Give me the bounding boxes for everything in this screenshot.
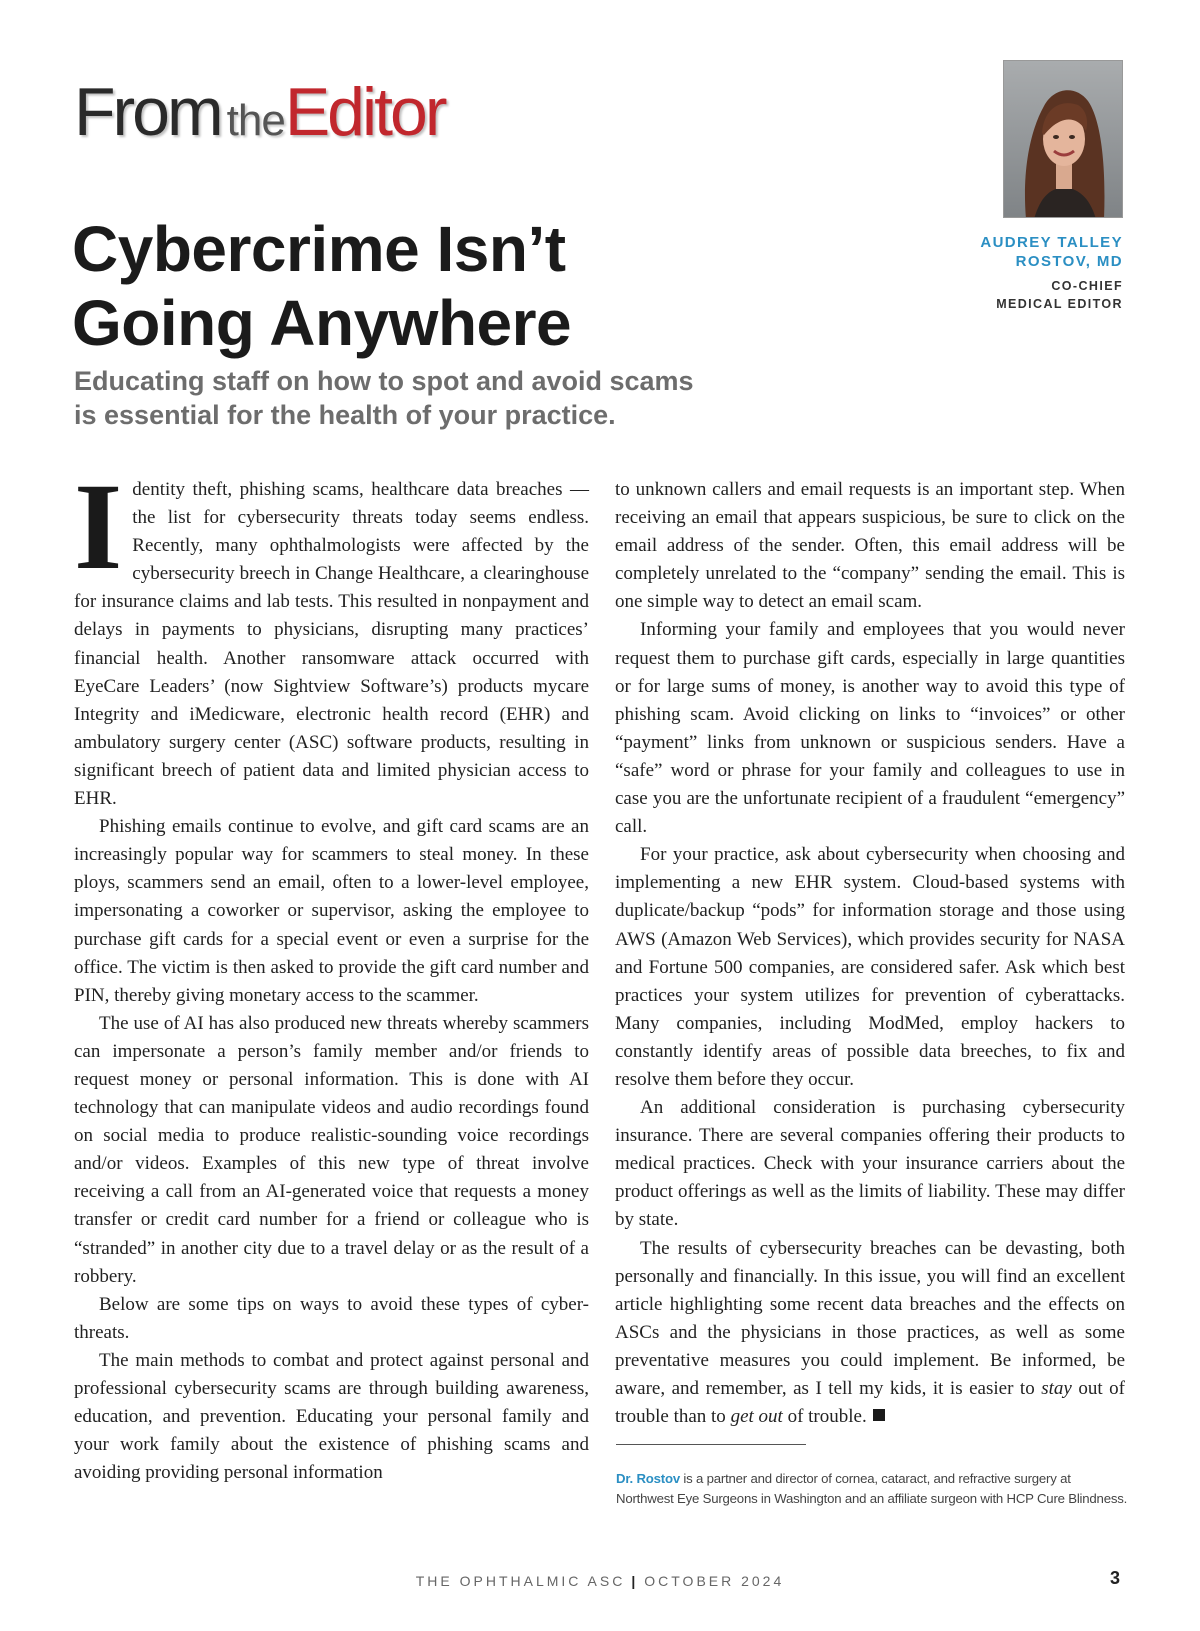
paragraph-10-stay: stay xyxy=(1041,1378,1072,1399)
bio-divider xyxy=(616,1444,806,1445)
body-paragraph-6: to unknown callers and email requests is an important step. When receiving an email that appears suspicious, be sure to click on the email address of the sender. Often, this email address will be completely unrelated to the “company” sending the email. This is one simple way to detect an email scam. xyxy=(615,479,1125,613)
bio-name: Dr. Rostov xyxy=(616,1471,680,1486)
headline-line-1: Cybercrime Isn’t xyxy=(72,213,566,285)
body-column-right xyxy=(615,476,1125,1431)
body-paragraph-4: Below are some tips on ways to avoid these types of cyber-threats. xyxy=(74,1293,589,1343)
author-photo xyxy=(1003,60,1123,218)
headline-line-2: Going Anywhere xyxy=(72,287,572,359)
footer-publication: THE OPHTHALMIC ASC xyxy=(415,1573,626,1589)
paragraph-10-text-a: The results of cybersecurity breaches can be devasting, both personally and financially. In this issue, you will find an excellent article highlighting some recent data breaches and the effects on ASCs and the physicians in those practices, as well as some preventative measures you could implement. Be informed, be aware, and remember, as I tell my kids, it is easier to xyxy=(615,1237,1125,1399)
author-name-line-2: ROSTOV, MD xyxy=(1015,253,1123,270)
deck-line-2: is essential for the health of your practice. xyxy=(74,400,616,430)
section-masthead xyxy=(74,74,445,150)
drop-cap: I xyxy=(74,458,123,595)
footer-separator: | xyxy=(631,1573,639,1589)
end-mark-icon xyxy=(873,1409,885,1421)
paragraph-1-text: dentity theft, phishing scams, healthcare data breaches — the list for cybersecurity threats today seems endless. Recently, many ophthalmologists were affected by the cybersecurity breech in Change Healthcare, a clearinghouse for insurance claims and lab tests. This resulted in nonpayment and delays in payments to physicians, disrupting many practices’ financial health. Another ransomware attack occurred with EyeCare Leaders’ (now Sightview Software’s) products mycare Integrity and iMedicware, electronic health record (EHR) and ambulatory surgery center (ASC) software products, resulting in significant breech of patient data and limited physician access to EHR. xyxy=(74,479,589,810)
author-bio xyxy=(616,1469,1131,1509)
body-paragraph-9: An additional consideration is purchasing cybersecurity insurance. There are several companies offering their products to medical practices. Check with your insurance carriers about the product offerings as well as the limits of liability. These may differ by state. xyxy=(615,1097,1125,1231)
body-paragraph-2: Phishing emails continue to evolve, and gift card scams are an increasingly popular way for scammers to steal money. In these ploys, scammers send an email, often to a lower-level employee, impersonating a coworker or supervisor, asking the employee to purchase gift cards for a special event or even a surprise for the office. The victim is then asked to provide the gift card number and PIN, thereby giving monetary access to the scammer. xyxy=(74,816,589,1006)
body-paragraph-3: The use of AI has also produced new threats whereby scammers can impersonate a person’s family member and/or friends to request money or personal information. This is done with AI technology that can manipulate videos and audio recordings found on social media to produce realistic-sounding voice recordings and/or videos. Examples of this new type of threat involve receiving a call from an AI-generated voice that requests a money transfer or credit card number for a friend or colleague who is “stranded” in another city due to a travel delay or as the result of a robbery. xyxy=(74,1012,589,1287)
body-paragraph-5: The main methods to combat and protect against personal and professional cybersecurity scams are through building awareness, education, and prevention. Educating your personal family and your work family about the existence of phishing scams and avoiding providing personal information xyxy=(74,1349,589,1484)
author-title-line-1: CO-CHIEF xyxy=(1051,279,1123,293)
article-deck xyxy=(74,364,754,432)
body-paragraph-7: Informing your family and employees that you would never request them to purchase gift cards, especially in large quantities or for large sums of money, is another way to avoid this type of phishing scam. Avoid clicking on links to “invoices” or other “payment” links from unknown or suspicious senders. Have a “safe” word or phrase for your family and colleagues to use in case you are the unfortunate recipient of a fraudulent “emergency” call. xyxy=(615,619,1125,838)
body-paragraph-1 xyxy=(74,458,589,813)
article-headline xyxy=(72,212,571,360)
deck-line-1: Educating staff on how to spot and avoid scams xyxy=(74,366,694,396)
footer-date: OCTOBER 2024 xyxy=(644,1573,785,1589)
masthead-from: From xyxy=(74,74,221,150)
paragraph-10-text-c: of trouble. xyxy=(782,1406,867,1428)
bio-text: is a partner and director of cornea, cataract, and refractive surgery at Northwest Eye Surgeons in Washington and an affiliate surgeon with HCP Cure Blindness. xyxy=(616,1471,1128,1506)
body-paragraph-8: For your practice, ask about cybersecurity when choosing and implementing a new EHR system. Cloud-based systems with duplicate/backup “pods” for information storage and those using AWS (Amazon Web Services), which provides security for NASA and Fortune 500 companies, are considered safer. Ask which best practices your system utilizes for prevention of cyberattacks. Many companies, including ModMed, employ hackers to constantly identify areas of possible data breeches, to fix and resolve them before they occur. xyxy=(615,844,1125,1090)
page-number: 3 xyxy=(1110,1568,1121,1588)
author-name-line-1: AUDREY TALLEY xyxy=(980,234,1123,251)
body-paragraph-10 xyxy=(615,1235,1125,1432)
masthead-the: the xyxy=(226,96,285,145)
masthead-editor: Editor xyxy=(284,74,445,150)
page-footer xyxy=(0,1573,1200,1589)
body-column-left xyxy=(74,458,589,1487)
paragraph-10-get-out: get out xyxy=(730,1406,783,1428)
author-title-line-2: MEDICAL EDITOR xyxy=(996,297,1123,311)
author-byline xyxy=(980,233,1123,313)
paragraph-10-text-b: out of trouble than to xyxy=(615,1378,1125,1428)
